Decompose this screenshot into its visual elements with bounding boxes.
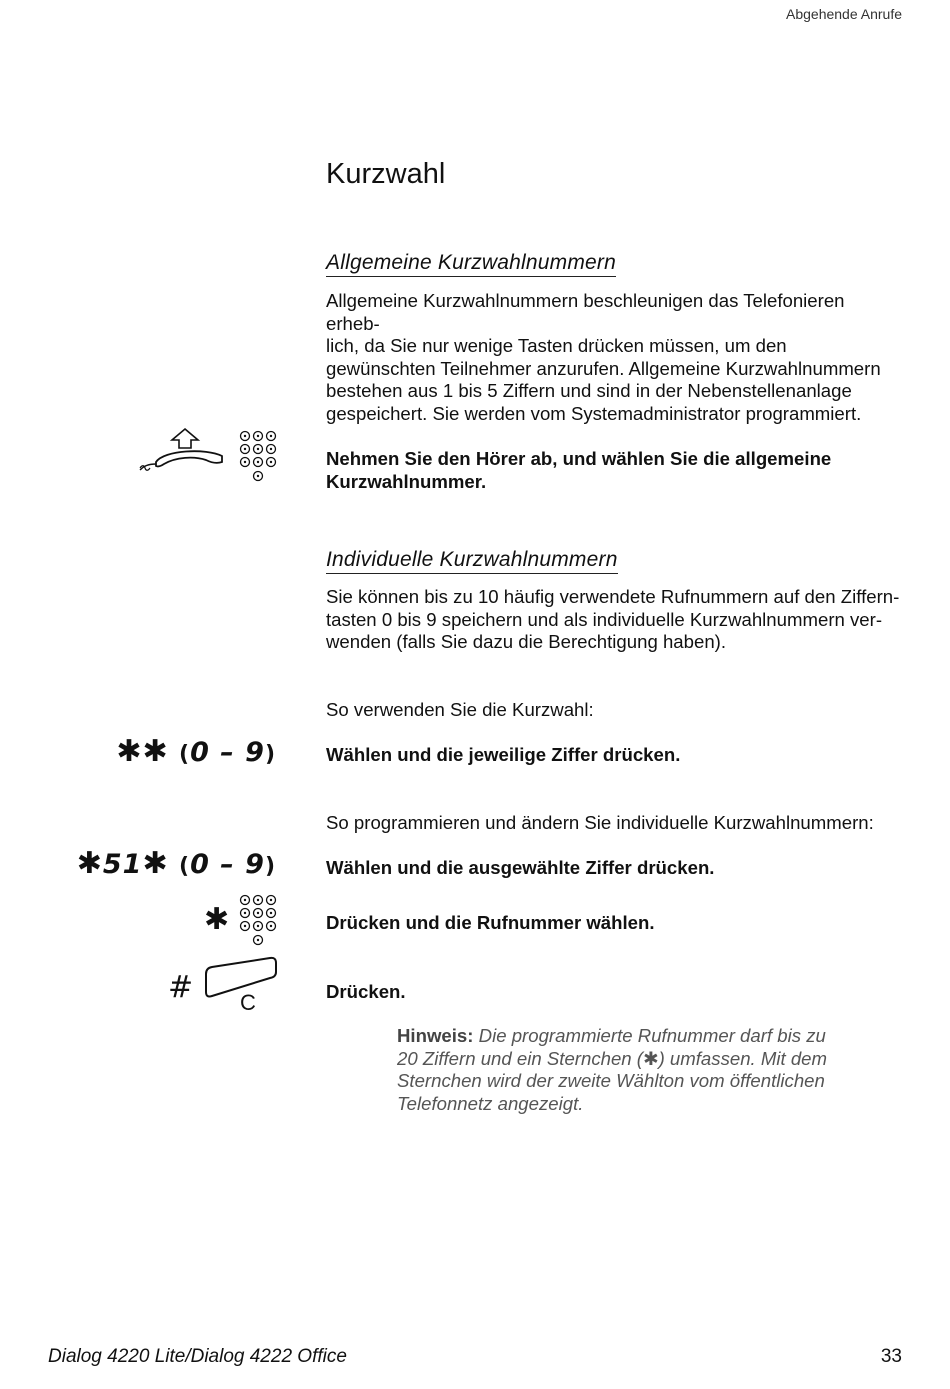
section-heading-allgemeine: Allgemeine Kurzwahlnummern xyxy=(326,251,616,277)
speed-dial-use-code xyxy=(116,734,276,769)
instruction-line: Nehmen Sie den Hörer ab, und wählen Sie die allgemeine xyxy=(326,448,832,469)
note-line: Sternchen wird der zweite Wählton vom öffentlichen xyxy=(397,1070,825,1092)
clear-key-label: C xyxy=(240,990,256,1015)
open-paren: ( xyxy=(179,742,191,767)
instruction-program: Wählen und die ausgewählte Ziffer drücken. xyxy=(326,857,715,878)
body-line: Allgemeine Kurzwahlnummern beschleunigen das Telefonieren xyxy=(326,290,845,311)
star-key-icon: ✱ xyxy=(142,846,169,881)
page-title: Kurzwahl xyxy=(326,158,446,190)
digit-range: 0 – 9 xyxy=(190,737,265,768)
body-line: bestehen aus 1 bis 5 Ziffern und sind in der Nebenstellenanlage xyxy=(326,380,852,402)
section2-body xyxy=(326,586,906,654)
body-line: wenden (falls Sie dazu die Berechtigung haben). xyxy=(326,631,727,653)
hash-key-icon: # xyxy=(168,970,194,1005)
digit-range: 0 – 9 xyxy=(190,849,265,880)
open-paren: ( xyxy=(179,854,191,879)
star-key-icon: ✱✱ xyxy=(116,734,169,769)
page-number: 33 xyxy=(880,1346,902,1367)
note-line: 20 Ziffern und ein Sternchen (✱) umfassen. Mit dem xyxy=(397,1047,827,1069)
star-key-icon: ✱ xyxy=(204,902,230,937)
use-intro: So verwenden Sie die Kurzwahl: xyxy=(326,699,594,720)
program-digits: 51 xyxy=(102,849,143,880)
footer-title: Dialog 4220 Lite/Dialog 4222 Office xyxy=(48,1346,347,1367)
body-line: tasten 0 bis 9 speichern und als individuelle Kurzwahlnummern ver- xyxy=(326,608,883,630)
note-label: Hinweis: xyxy=(397,1025,474,1046)
instruction-hash: Drücken. xyxy=(326,981,406,1002)
instruction-use: Wählen und die jeweilige Ziffer drücken. xyxy=(326,744,681,765)
running-head: Abgehende Anrufe xyxy=(786,6,902,22)
close-paren: ) xyxy=(264,854,276,879)
body-line: gewünschten Teilnehmer anzurufen. Allgemeine Kurzwahlnummern xyxy=(326,357,881,379)
body-line: lich, da Sie nur wenige Tasten drücken müssen, um den xyxy=(326,335,787,357)
section-heading-individuelle: Individuelle Kurzwahlnummern xyxy=(326,548,618,574)
star-key-icon: ✱ xyxy=(76,846,103,881)
speed-dial-program-code xyxy=(77,846,276,881)
note-line xyxy=(397,1025,867,1048)
instruction-lift-and-dial xyxy=(326,448,916,493)
note-text: Die programmierte Rufnummer darf bis zu xyxy=(478,1025,826,1046)
body-line: gespeichert. Sie werden vom Systemadministrator programmiert. xyxy=(326,402,862,424)
note-line: Telefonnetz angezeigt. xyxy=(397,1092,584,1114)
body-line: erheb- xyxy=(326,312,380,334)
instruction-line: Kurzwahlnummer. xyxy=(326,470,487,492)
body-line: Sie können bis zu 10 häufig verwendete Rufnummern auf den Ziffern- xyxy=(326,586,900,607)
handset-lift-icon xyxy=(134,426,236,474)
instruction-star: Drücken und die Rufnummer wählen. xyxy=(326,912,655,933)
section1-body xyxy=(326,290,906,426)
close-paren: ) xyxy=(264,742,276,767)
note-box xyxy=(397,1025,867,1115)
keypad-icon xyxy=(238,894,280,950)
program-intro: So programmieren und ändern Sie individuelle Kurzwahlnummern: xyxy=(326,812,874,833)
keypad-icon xyxy=(238,430,280,486)
